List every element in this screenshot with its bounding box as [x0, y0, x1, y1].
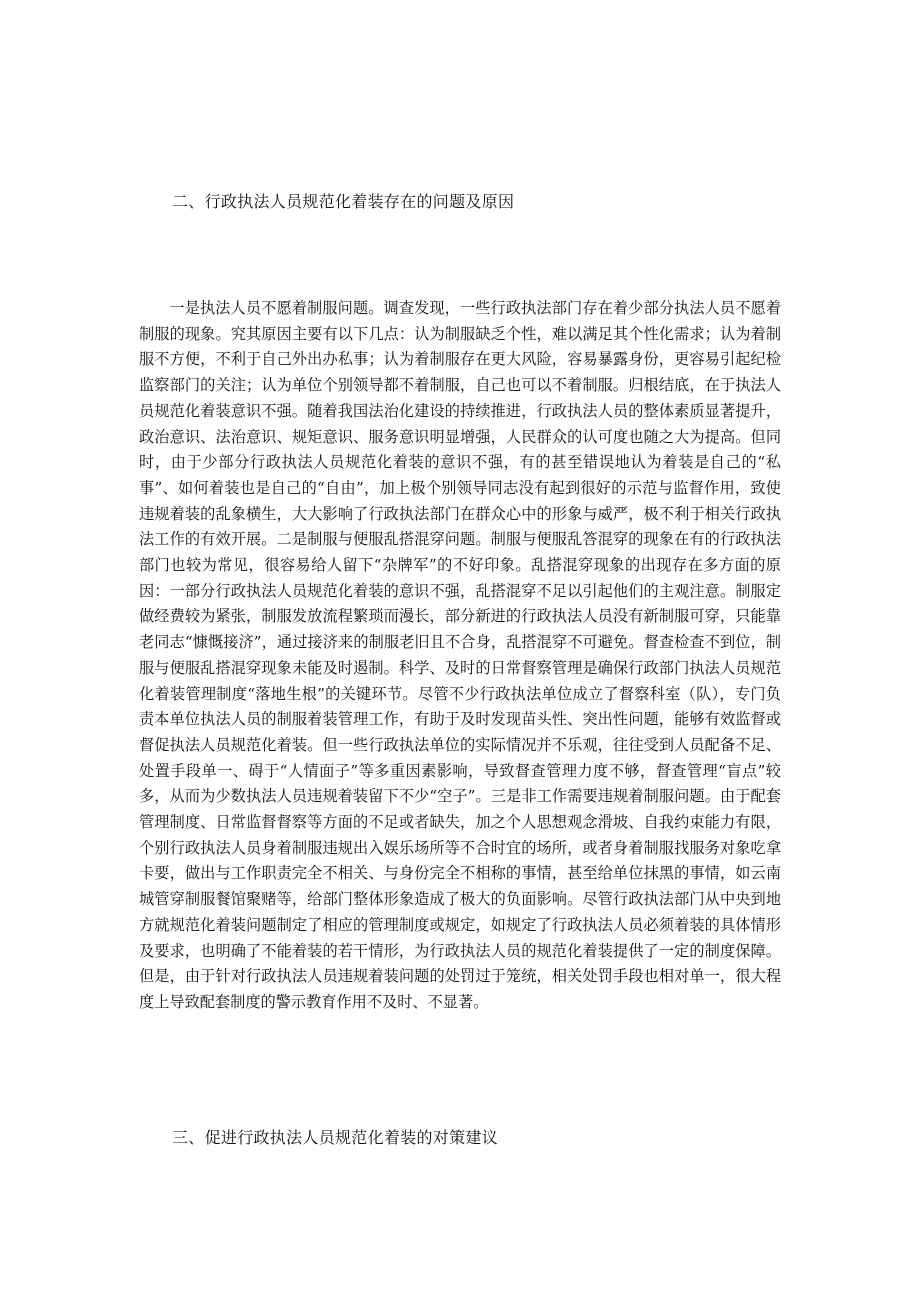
- section-body-paragraph: 一是执法人员不愿着制服问题。调查发现，一些行政执法部门存在着少部分执法人员不愿着制服的现象。究其原因主要有以下几点：认为制服缺乏个性，难以满足其个性化需求；认为着制服不方便，不利于自己外出办私事；认为着制服存在更大风险，容易暴露身份，更容易引起纪检监察部门的关注；认为单位个别领导都不着制服，自己也可以不着制服。归根结底，在于执法人员规范化着装意识不强。随着我国法治化建设的持续推进，行政执法人员的整体素质显著提升，政治意识、法治意识、规矩意识、服务意识明显增强，人民群众的认可度也随之大为提高。但同时，由于少部分行政执法人员规范化着装的意识不强，有的甚至错误地认为着装是自己的“私事”、如何着装也是自己的“自由”，加上极个别领导同志没有起到很好的示范与监督作用，致使违规着装的乱象横生，大大影响了行政执法部门在群众心中的形象与威严，极不利于相关行政执法工作的有效开展。二是制服与便服乱搭混穿问题。制服与便服乱答混穿的现象在有的行政执法部门也较为常见，很容易给人留下“杂牌军”的不好印象。乱搭混穿现象的出现存在多方面的原因：一部分行政执法人员规范化着装的意识不强，乱搭混穿不足以引起他们的主观注意。制服定做经费较为紧张，制服发放流程繁琐而漫长，部分新进的行政执法人员没有新制服可穿，只能靠老同志“慷慨接济”，通过接济来的制服老旧且不合身，乱搭混穿不可避免。督查检查不到位，制服与便服乱搭混穿现象未能及时遏制。科学、及时的日常督察管理是确保行政部门执法人员规范化着装管理制度“落地生根”的关键环节。尽管不少行政执法单位成立了督察科室（队），专门负责本单位执法人员的制服着装管理工作，有助于及时发现苗头性、突出性问题，能够有效监督或督促执法人员规范化着装。但一些行政执法单位的实际情况并不乐观，往往受到人员配备不足、处置手段单一、碍于“人情面子”等多重因素影响，导致督查管理力度不够，督查管理“盲点”较多，从而为少数执法人员违规着装留下不少“空子”。三是非工作需要违规着制服问题。由于配套管理制度、日常监督督察等方面的不足或者缺失，加之个人思想观念滑坡、自我约束能力有限，个别行政执法人员身着制服违规出入娱乐场所等不合时宜的场所，或者身着制服找服务对象吃拿卡要，做出与工作职责完全不相关、与身份完全不相称的事情，甚至给单位抹黑的事情，如云南城管穿制服餐馆聚赌等，给部门整体形象造成了极大的负面影响。尽管行政执法部门从中央到地方就规范化着装问题制定了相应的管理制度或规定，如规定了行政执法人员必须着装的具体情形及要求，也明确了不能着装的若干情形，为行政执法人员的规范化着装提供了一定的制度保障。但是，由于针对行政执法人员违规着装问题的处罚过于笼统，相关处罚手段也相对单一，很大程度上导致配套制度的警示教育作用不及时、不显著。: [139, 299, 781, 1011]
- section-heading-problems-causes: 二、行政执法人员规范化着装存在的问题及原因: [172, 192, 515, 211]
- section-heading-countermeasures: 三、促进行政执法人员规范化着装的对策建议: [172, 1128, 499, 1147]
